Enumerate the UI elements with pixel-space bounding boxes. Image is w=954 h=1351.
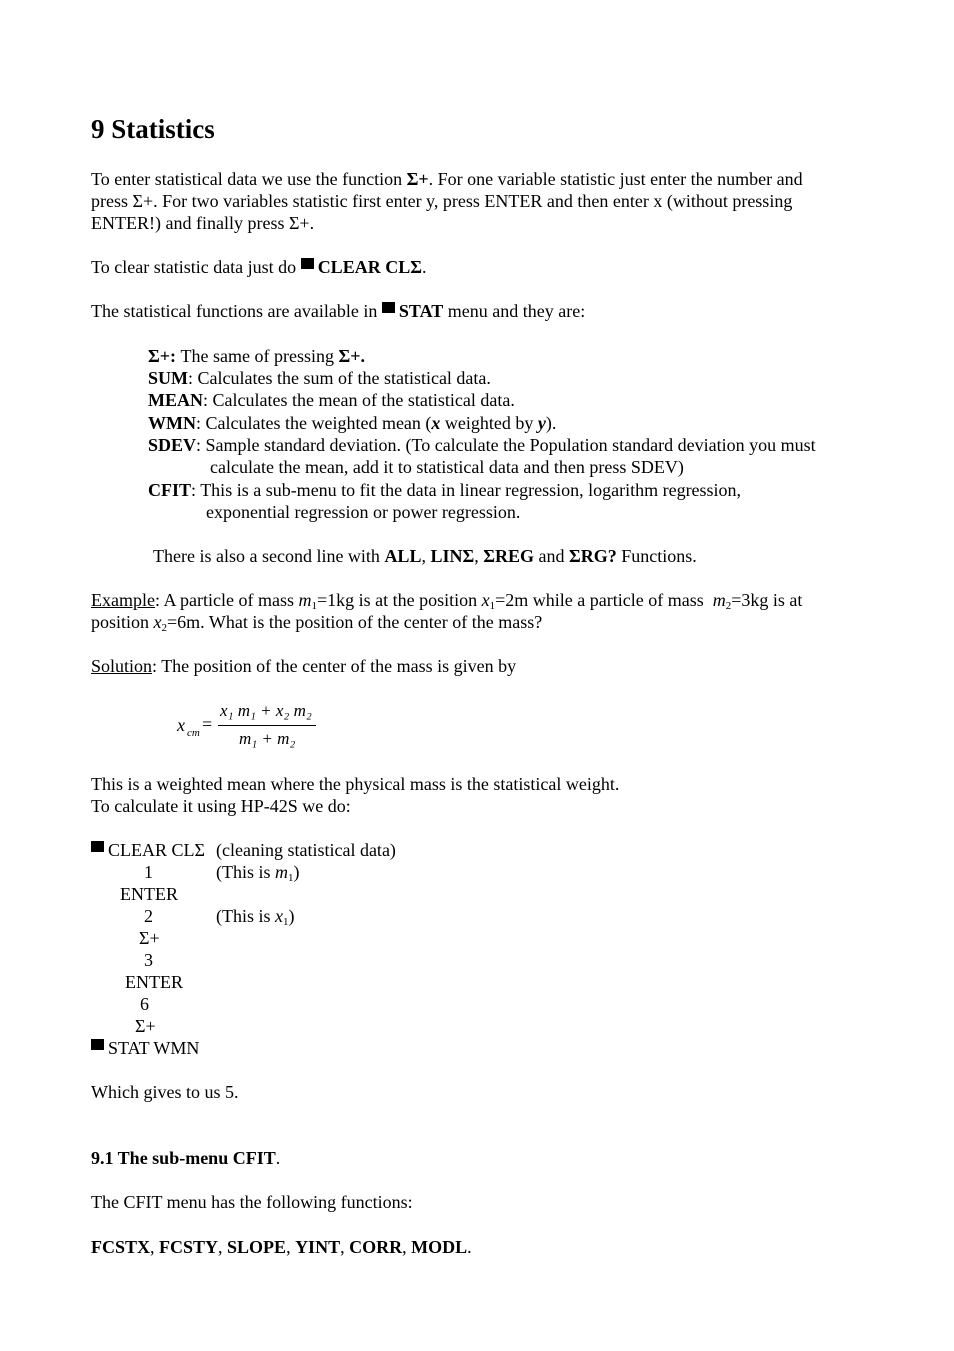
step-enter-1: ENTER [120, 884, 178, 904]
example-line-2: position x2=6m. What is the position of the center of the mass? [91, 612, 543, 634]
second-line-note: There is also a second line with ALL, LINΣ, ΣREG and ΣRG? Functions. [153, 546, 697, 566]
step-enter-2: ENTER [125, 972, 183, 992]
center-of-mass-formula: x cm = x₁ m₁ + x₂ m₂ m₁ + m₂ [177, 701, 312, 748]
function-cfit-continued: exponential regression or power regression. [206, 502, 521, 522]
shift-key-icon [301, 258, 314, 269]
weighted-note-1: This is a weighted mean where the physical mass is the statistical weight. [91, 774, 620, 794]
function-cfit: CFIT: This is a sub-menu to fit the data in linear regression, logarithm regression, [148, 480, 742, 500]
intro-line-1: To enter statistical data we use the function Σ+. For one variable statistic just enter the number and [91, 169, 803, 189]
example-line-1: Example: A particle of mass m1=1kg is at the position x1=2m while a particle of mass m2=3kg is at [91, 590, 803, 612]
function-mean: MEAN: Calculates the mean of the statistical data. [148, 390, 515, 410]
intro-line-2: press Σ+. For two variables statistic first enter y, press ENTER and then enter x (without pressing [91, 191, 793, 211]
step-clear-note: (cleaning statistical data) [216, 840, 396, 860]
step-6: 6 [140, 994, 149, 1014]
step-sigma-plus-1: Σ+ [139, 928, 160, 948]
result-line: Which gives to us 5. [91, 1082, 239, 1102]
function-sdev-continued: calculate the mean, add it to statistical data and then press SDEV) [210, 457, 684, 477]
step-sigma-plus-2: Σ+ [135, 1016, 156, 1036]
cfit-function-list: FCSTX, FCSTY, SLOPE, YINT, CORR, MODL. [91, 1237, 472, 1257]
function-sdev: SDEV: Sample standard deviation. (To calculate the Population standard deviation you must [148, 435, 816, 455]
step-2: 2 [144, 906, 153, 926]
stat-menu-intro: The statistical functions are available in STAT menu and they are: [91, 301, 586, 321]
step-clear: CLEAR CLΣ [91, 839, 205, 861]
clear-instruction: To clear statistic data just do CLEAR CLΣ. [91, 257, 427, 277]
page-title: 9 Statistics [91, 114, 215, 144]
shift-key-icon [91, 1039, 104, 1050]
fraction-bar [218, 725, 316, 726]
function-sigma-plus: Σ+: The same of pressing Σ+. [148, 346, 366, 366]
function-sum: SUM: Calculates the sum of the statistical data. [148, 368, 491, 388]
shift-key-icon [382, 302, 395, 313]
step-1: 1 [144, 862, 153, 882]
subsection-title: 9.1 The sub-menu CFIT. [91, 1148, 281, 1168]
step-1-note: (This is m1) [216, 862, 300, 884]
step-stat-wmn: STAT WMN [91, 1037, 199, 1059]
function-wmn: WMN: Calculates the weighted mean (x weighted by y). [148, 413, 557, 433]
step-3: 3 [144, 950, 153, 970]
cfit-intro: The CFIT menu has the following functions: [91, 1192, 413, 1212]
intro-line-3: ENTER!) and finally press Σ+. [91, 213, 315, 233]
solution-line: Solution: The position of the center of the mass is given by [91, 656, 517, 676]
step-2-note: (This is x1) [216, 906, 295, 928]
weighted-note-2: To calculate it using HP-42S we do: [91, 796, 351, 816]
shift-key-icon [91, 841, 104, 852]
